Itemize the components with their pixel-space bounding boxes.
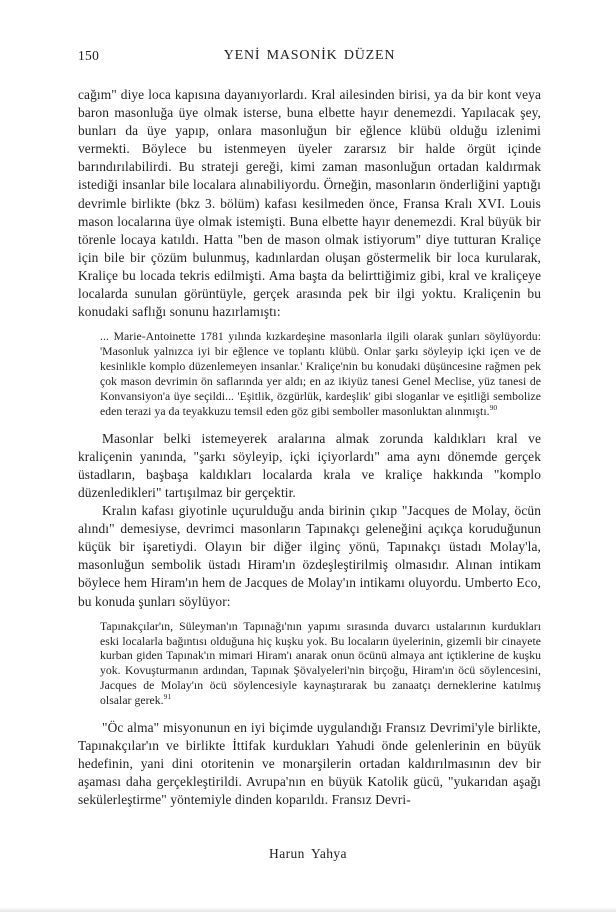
page-header [78, 48, 541, 66]
paragraph-masonlar: Masonlar belki istemeyerek aralarına almak zorunda kaldıkları kral ve kraliçenin yanında, "şarkı söyleyip, içki içiyorlardı" ama aynı dönemde gerçek üstadların, başbaşa kaldıkları localarda krala ve kraliçe hakkında "komplo düzenledikleri" tartışılmaz bir gerçektir. [78, 430, 541, 500]
footer-author: Harun Yahya [269, 846, 347, 861]
blockquote-text: ... Marie-Antoinette 1781 yılında kızkardeşine masonlarla ilgili olarak şunları söylüyordu: 'Masonluk yalnızca iyi bir eğlence ve toplantı klübü. Onlar şarkı söyleyip içki içen ve de kesinlikle komplo düzenlemeyen insanlar.' Kraliçe'nin bu konudaki düşüncesine rağmen pek çok mason devrimin ön saflarında yer aldı; en az ikiyüz tanesi Genel Meclise, yüz tanesi de Konvansiyon'a üye seçildi... 'Eşitlik, özgürlük, kardeşlik' gibi sloganlar ve eşitliği sembolize eden terazi ya da teyakkuzu temsil eden göz gibi semboller masonluktan alınmıştı. [100, 330, 541, 418]
blockquote-umberto-eco [100, 620, 541, 709]
page-footer [0, 846, 616, 862]
blockquote-text: Tapınakçılar'ın, Süleyman'ın Tapınağı'nın yapımı sırasında duvarcı ustalarının kurdukları eski localarla bağıntısı olduğuna hiç kuşku yok. Bu locaların üyelerinin, gizemli bir cinayete kurban giden Tapınak'ın mimari Hiram'ı anarak onun öcünü almaya ant içtiklerine de kuşku yok. Kovuşturmanın ardından, Tapınak Şövalyeleri'nin birçoğu, Hiram'ın öcü söylencesini, Jacques de Molay'ın öcü söylencesiyle kaynaştırarak bu zanaatçı derneklerine katılmış olsalar gerek. [100, 619, 541, 708]
running-title: YENİ MASONİK DÜZEN [223, 48, 396, 63]
blockquote-marie-antoinette [100, 330, 541, 419]
footnote-ref-91: 91 [163, 692, 172, 702]
page-number: 150 [78, 48, 100, 63]
scan-edge-shadow [0, 907, 616, 912]
paragraph-kralin-kafasi: Kralın kafası giyotinle uçurulduğu anda birinin çıkıp "Jacques de Molay, öcün alındı" demesiyse, devrimci masonların Tapınakçı geleneğini açıkça koruduğunun küçük bir işaretiydi. Olayın bir diğer ilginç yönü, Tapınakçı üstadı Molay'la, masonluğun sembolik üstadı Hiram'ın özdeşleştirilmiş olmasıdır. Alınan intikam böylece hem Hiram'ın hem de Jacques de Molay'ın intikamı oluyordu. Umberto Eco, bu konuda şunları söylüyor: [78, 503, 541, 609]
paragraph-oc-alma: "Öc alma" misyonunun en iyi biçimde uygulandığı Fransız Devrimi'yle birlikte, Tapınakçılar'ın ve birlikte İttifak kurdukları Yahudi önde gelenlerinin en büyük hedefinin, yani dini otoritenin ve monarşilerin ortadan kaldırılmasının dev bir aşaması daha gerçekleştirildi. Avrupa'nın en büyük Katolik gücü, "yukarıdan aşağı sekülerleştirme" yöntemiyle dinden koparıldı. Fransız Devri- [78, 720, 541, 808]
footnote-ref-90: 90 [489, 402, 498, 412]
page-body [78, 86, 541, 810]
paragraph-continuation: cağım" diye loca kapısına dayanıyorlardı. Kral ailesinden birisi, ya da bir kont veya baron masonluğa üye olmak isterse, buna elbette hayır denemezdi. Yapılacak şey, bunları da üye yapıp, onlara masonluğun bir eğlence klübü olduğu izlenimi vermekti. Böylece bu istenmeyen üyeler zararsız bir halde örgüt içinde barındırılabilirdi. Bu strateji gereği, kimi zaman masonluğun ortadan kaldırmak istediği insanlar bile localara alınabiliyordu. Örneğin, masonların önderliğini yaptığı devrimle birlikte (bkz 3. bölüm) kafası kesilmeden önce, Fransa Kralı XVI. Louis mason localarına üye olmak istemişti. Buna elbette hayır denemezdi. Kral büyük bir törenle locaya katıldı. Hatta "ben de mason olmak istiyorum" diye tutturan Kraliçe için bile bir çözüm bulunmuş, kadınlardan oluşan göstermelik bir loca kurularak, Kraliçe bu locada tekris edilmişti. Ama başta da belirttiğimiz gibi, kral ve kraliçeye localarda sunulan görüntüyle, gerçek arasında pek bir ilgi yoktu. Kraliçenin bu konudaki saflığı sonunu hazırlamıştı: [78, 87, 541, 320]
